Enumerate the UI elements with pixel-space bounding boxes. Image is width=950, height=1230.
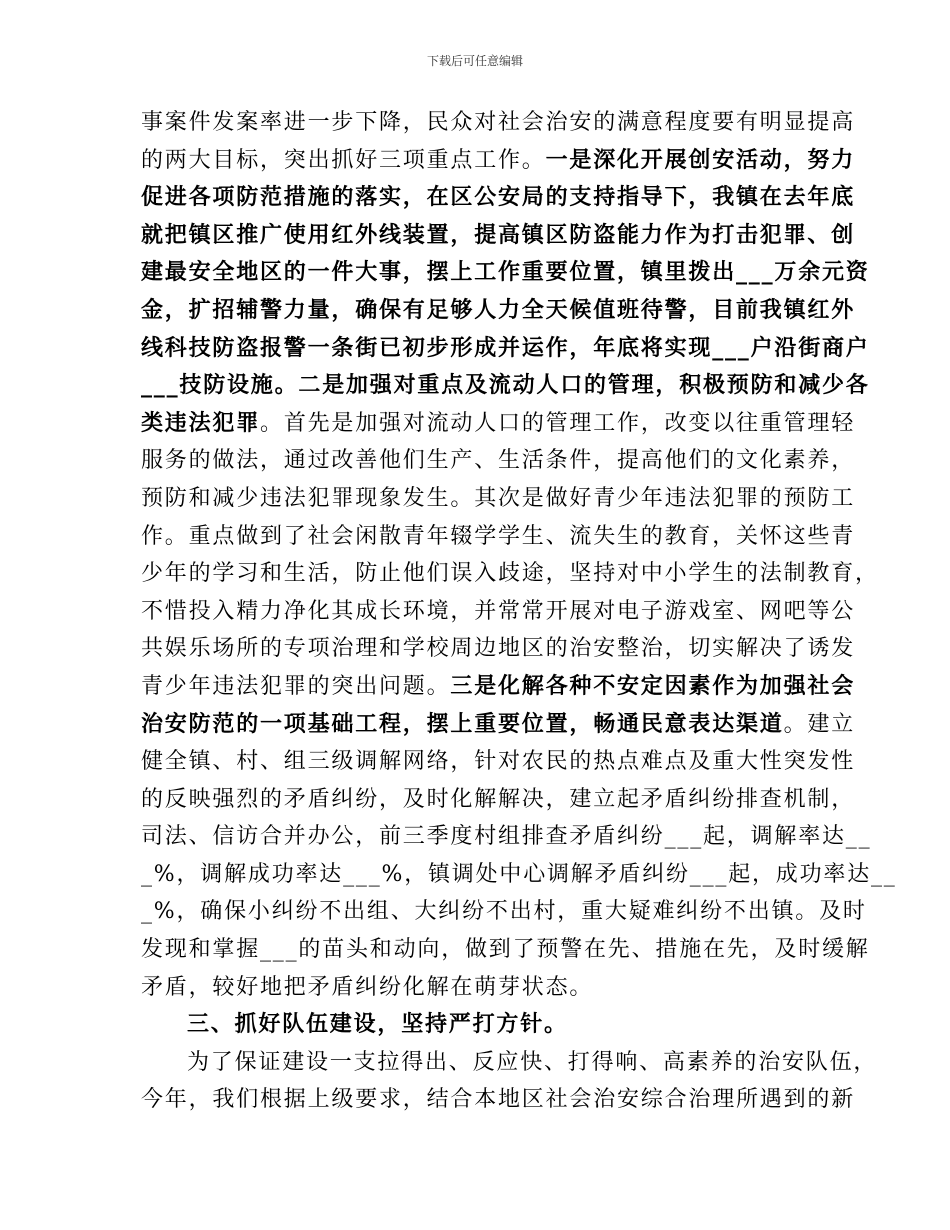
bold-text: 线科技防盗报警一条街已初步形成并运作，年底将实现___户沿街商户 [141, 334, 870, 361]
text-run: 不惜投入精力净化其成长环境，并常常开展对电子游戏室、网吧等公 [141, 598, 856, 624]
text-line [141, 442, 856, 480]
text-run: 事案件发案率进一步下降，民众对社会治安的满意程度要有明显提高 [141, 110, 856, 135]
bold-text: 建最安全地区的一件大事，摆上工作重要位置，镇里拨出___万余元资 [141, 259, 870, 286]
text-run: _%，确保小纠纷不出组、大纠纷不出村，重大疑难纠纷不出镇。及时 [141, 899, 867, 925]
text-line [141, 142, 856, 180]
text-run: 的两大目标，突出抓好三项重点工作。 [141, 147, 546, 173]
text-run: 。首先是加强对流动人口的管理工作，改变以往重管理轻 [260, 410, 856, 436]
text-line [141, 630, 856, 668]
text-line [141, 893, 867, 931]
text-run: 为了保证建设一支拉得出、反应快、打得响、高素养的治安队伍， [187, 1049, 878, 1075]
text-run: 矛盾，较好地把矛盾纠纷化解在萌芽状态。 [141, 974, 594, 1000]
bold-text: 一是深化开展创安活动，努力 [545, 146, 856, 173]
text-run: 发现和掌握___的苗头和动向，做到了预警在先、措施在先，及时缓解 [141, 937, 870, 963]
text-line [141, 104, 856, 142]
text-run: 作。重点做到了社会闲散青年辍学学生、流失生的教育，关怀这些青 [141, 523, 856, 549]
text-run: 预防和减少违法犯罪现象发生。其次是做好青少年违法犯罪的预防工 [141, 485, 856, 511]
page-header: 下载后可任意编辑 [426, 54, 523, 68]
text-line [141, 931, 870, 969]
text-line [141, 1006, 826, 1044]
text-run: _%，调解成功率达___%，镇调处中心调解矛盾纠纷___起，成功率达__ [141, 861, 897, 887]
bold-text: 金，扩招辅警力量，确保有足够人力全天候值班待警，目前我镇红外 [141, 296, 856, 323]
text-line [141, 668, 856, 706]
text-line [141, 518, 856, 556]
text-run: 的反映强烈的矛盾纠纷，及时化解解决，建立起矛盾纠纷排查机制， [141, 786, 856, 812]
text-line [141, 555, 879, 593]
text-line [141, 781, 856, 819]
text-line [141, 706, 856, 744]
bold-text: 类违法犯罪 [141, 409, 261, 436]
text-run: 健全镇、村、组三级调解网络，针对农民的热点难点及重大性突发性 [141, 749, 856, 775]
text-line [141, 480, 856, 518]
text-line [141, 1081, 856, 1119]
bold-text: 三是化解各种不安定因素作为加强社会 [450, 672, 856, 699]
text-line [141, 856, 897, 894]
text-run: 青少年违法犯罪的突出问题。 [141, 673, 451, 699]
text-run: 。建立 [783, 711, 856, 737]
text-run: 服务的做法，通过改善他们生产、生活条件，提高他们的文化素养， [141, 448, 856, 474]
text-run: 少年的学习和生活，防止他们误入歧途，坚持对中小学生的法制教育， [141, 561, 879, 587]
text-line [141, 969, 826, 1007]
bold-text: ___技防设施。二是加强对重点及流动人口的管理，积极预防和减少各 [141, 372, 870, 399]
text-line [141, 593, 856, 631]
text-line [141, 217, 856, 255]
document-body [141, 104, 897, 1119]
text-line [141, 254, 870, 292]
text-line [141, 405, 856, 443]
text-line [141, 818, 872, 856]
text-run: 共娱乐场所的专项治理和学校周边地区的治安整治，切实解决了诱发 [141, 636, 856, 662]
text-run: 今年，我们根据上级要求，结合本地区社会治安综合治理所遇到的新 [141, 1087, 856, 1113]
text-line [141, 1044, 878, 1082]
bold-text: 促进各项防范措施的落实，在区公安局的支持指导下，我镇在去年底 [141, 184, 856, 211]
bold-text: 治安防范的一项基础工程，摆上重要位置，畅通民意表达渠道 [141, 710, 784, 737]
text-run: 司法、信访合并办公，前三季度村组排查矛盾纠纷___起，调解率达__ [141, 824, 872, 850]
text-line [141, 743, 856, 781]
bold-text: 三、抓好队伍建设，坚持严打方针。 [187, 1011, 568, 1038]
text-line [141, 330, 870, 368]
text-line [141, 179, 856, 217]
text-line [141, 292, 856, 330]
text-line [141, 367, 870, 405]
bold-text: 就把镇区推广使用红外线装置，提高镇区防盗能力作为打击犯罪、创 [141, 221, 856, 248]
